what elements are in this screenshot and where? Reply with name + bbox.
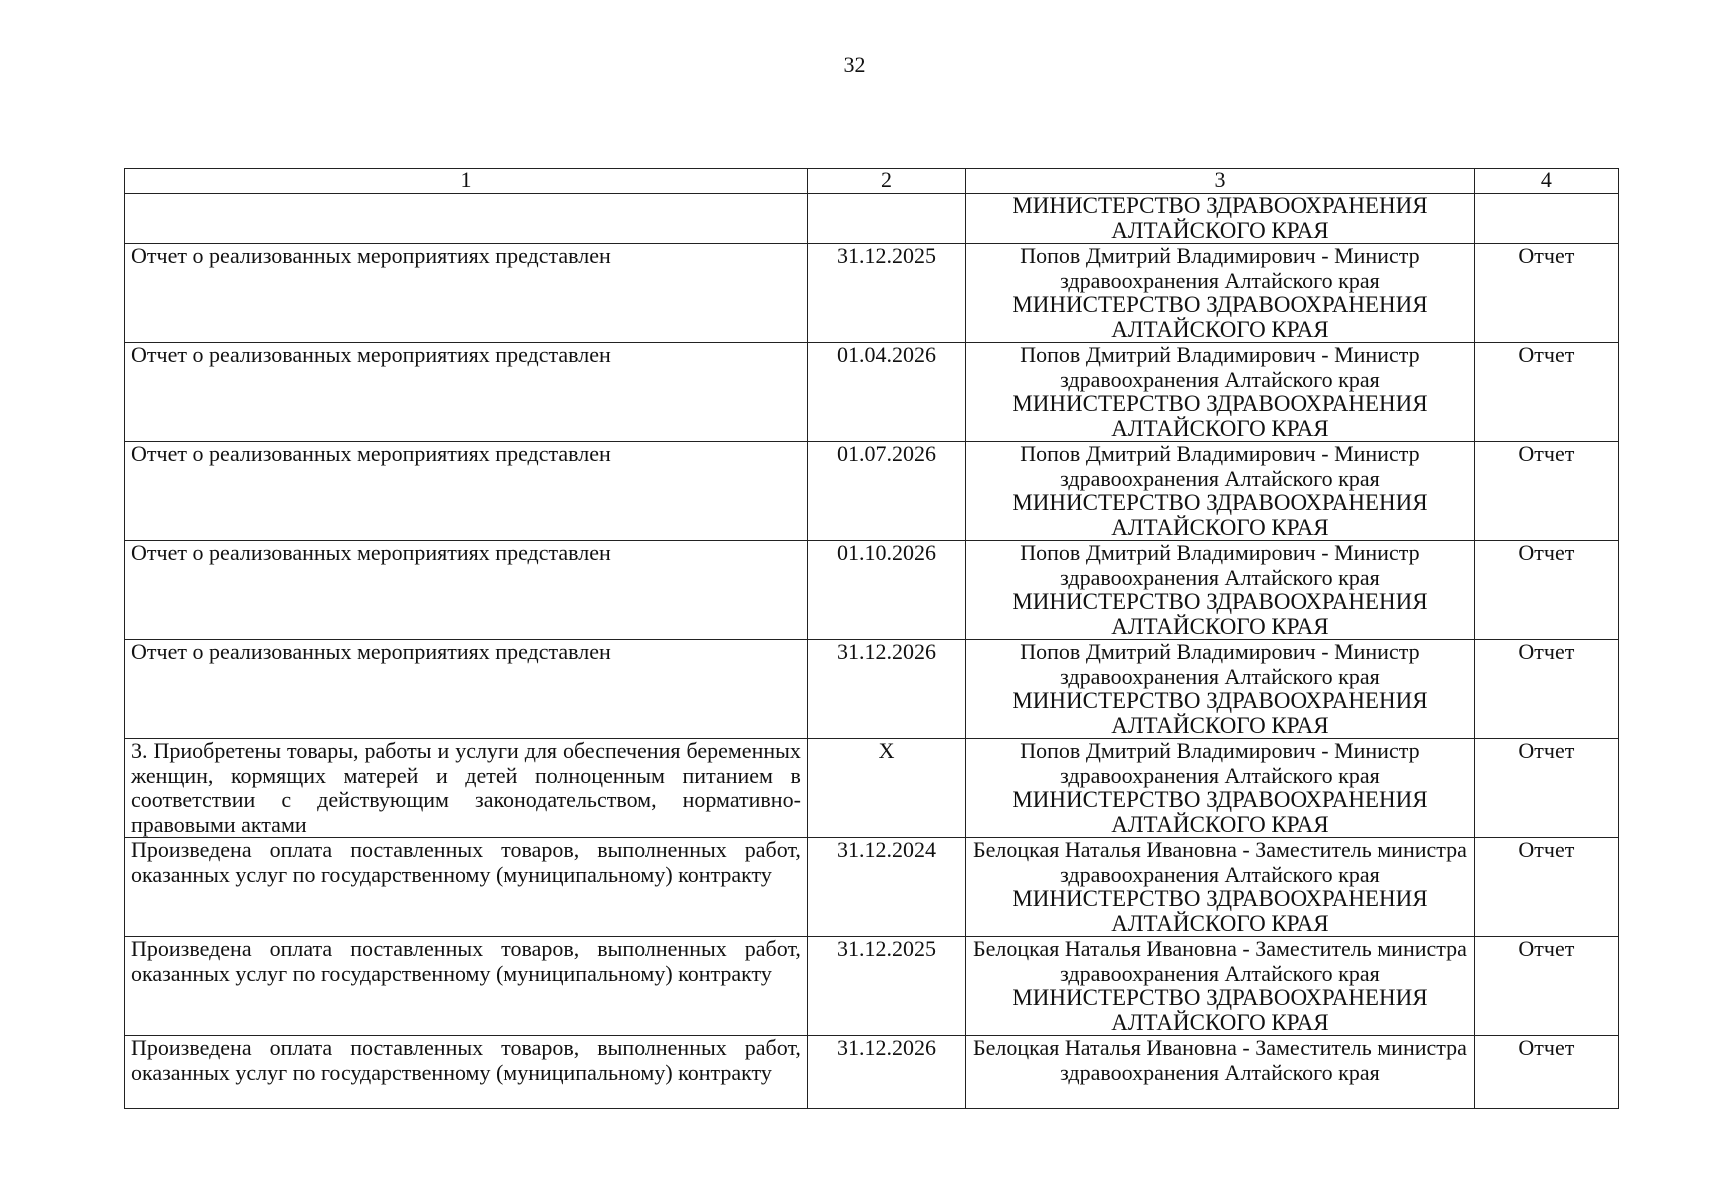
responsible-person: Попов Дмитрий Владимирович - Министр здравоохранения Алтайского края xyxy=(1020,738,1420,788)
header-col-1: 1 xyxy=(125,169,808,194)
date-cell: 31.12.2026 xyxy=(807,640,965,739)
table-row xyxy=(125,937,1619,1036)
table-row xyxy=(125,343,1619,442)
responsible-person: Попов Дмитрий Владимирович - Министр здравоохранения Алтайского края xyxy=(1020,540,1420,590)
date-cell xyxy=(807,194,965,244)
responsible-cell xyxy=(966,194,1475,244)
responsible-person: Попов Дмитрий Владимирович - Министр здравоохранения Алтайского края xyxy=(1020,342,1420,392)
org-name: МИНИСТЕРСТВО ЗДРАВООХРАНЕНИЯ АЛТАЙСКОГО КРАЯ xyxy=(1012,292,1428,342)
document-cell: Отчет xyxy=(1474,739,1618,838)
document-cell: Отчет xyxy=(1474,343,1618,442)
responsible-cell xyxy=(966,244,1475,343)
responsible-person: Белоцкая Наталья Ивановна - Заместитель министра здравоохранения Алтайского края xyxy=(972,1035,1467,1085)
table-row xyxy=(125,541,1619,640)
header-col-4: 4 xyxy=(1474,169,1618,194)
responsible-cell xyxy=(966,343,1475,442)
org-name: МИНИСТЕРСТВО ЗДРАВООХРАНЕНИЯ АЛТАЙСКОГО КРАЯ xyxy=(1012,886,1428,936)
event-cell: Отчет о реализованных мероприятиях представлен xyxy=(125,343,808,442)
document-cell: Отчет xyxy=(1474,1036,1618,1109)
event-cell: Отчет о реализованных мероприятиях представлен xyxy=(125,244,808,343)
org-name: МИНИСТЕРСТВО ЗДРАВООХРАНЕНИЯ АЛТАЙСКОГО КРАЯ xyxy=(1012,688,1428,738)
document-cell xyxy=(1474,194,1618,244)
document-cell: Отчет xyxy=(1474,937,1618,1036)
responsible-cell xyxy=(966,937,1475,1036)
plan-table xyxy=(124,168,1619,1109)
responsible-person: Белоцкая Наталья Ивановна - Заместитель министра здравоохранения Алтайского края xyxy=(972,936,1467,986)
table-row xyxy=(125,640,1619,739)
document-cell: Отчет xyxy=(1474,640,1618,739)
document-cell: Отчет xyxy=(1474,244,1618,343)
table-row xyxy=(125,838,1619,937)
date-cell: X xyxy=(807,739,965,838)
event-cell: 3. Приобретены товары, работы и услуги для обеспечения беременных женщин, кормящих матерей и детей полноценным питанием в соответствии с действующим законодательством, нормативно-правовыми актами xyxy=(125,739,808,838)
date-cell: 01.07.2026 xyxy=(807,442,965,541)
document-cell: Отчет xyxy=(1474,541,1618,640)
event-cell: Произведена оплата поставленных товаров, выполненных работ, оказанных услуг по государственному (муниципальному) контракту xyxy=(125,1036,808,1109)
table-row xyxy=(125,442,1619,541)
table-row xyxy=(125,194,1619,244)
responsible-person: Попов Дмитрий Владимирович - Министр здравоохранения Алтайского края xyxy=(1020,639,1420,689)
event-cell: Отчет о реализованных мероприятиях представлен xyxy=(125,442,808,541)
table-row xyxy=(125,244,1619,343)
responsible-cell xyxy=(966,739,1475,838)
org-name: МИНИСТЕРСТВО ЗДРАВООХРАНЕНИЯ АЛТАЙСКОГО КРАЯ xyxy=(1012,589,1428,639)
date-cell: 31.12.2025 xyxy=(807,244,965,343)
responsible-person: Попов Дмитрий Владимирович - Министр здравоохранения Алтайского края xyxy=(1020,441,1420,491)
table-row xyxy=(125,739,1619,838)
responsible-person: Попов Дмитрий Владимирович - Министр здравоохранения Алтайского края xyxy=(1020,243,1420,293)
responsible-cell xyxy=(966,838,1475,937)
header-col-3: 3 xyxy=(966,169,1475,194)
responsible-person: Белоцкая Наталья Ивановна - Заместитель министра здравоохранения Алтайского края xyxy=(972,837,1467,887)
date-cell: 31.12.2026 xyxy=(807,1036,965,1109)
event-cell: Отчет о реализованных мероприятиях представлен xyxy=(125,541,808,640)
org-name: МИНИСТЕРСТВО ЗДРАВООХРАНЕНИЯ АЛТАЙСКОГО КРАЯ xyxy=(1012,787,1428,837)
responsible-cell xyxy=(966,1036,1475,1109)
org-name: МИНИСТЕРСТВО ЗДРАВООХРАНЕНИЯ АЛТАЙСКОГО КРАЯ xyxy=(1012,391,1428,441)
date-cell: 01.10.2026 xyxy=(807,541,965,640)
header-row xyxy=(125,169,1619,194)
date-cell: 01.04.2026 xyxy=(807,343,965,442)
event-cell: Произведена оплата поставленных товаров, выполненных работ, оказанных услуг по государственному (муниципальному) контракту xyxy=(125,937,808,1036)
page-number: 32 xyxy=(843,52,866,77)
event-cell: Произведена оплата поставленных товаров, выполненных работ, оказанных услуг по государственному (муниципальному) контракту xyxy=(125,838,808,937)
date-cell: 31.12.2024 xyxy=(807,838,965,937)
document-cell: Отчет xyxy=(1474,838,1618,937)
responsible-cell xyxy=(966,640,1475,739)
document-cell: Отчет xyxy=(1474,442,1618,541)
responsible-cell xyxy=(966,541,1475,640)
table-row xyxy=(125,1036,1619,1109)
org-name: МИНИСТЕРСТВО ЗДРАВООХРАНЕНИЯ АЛТАЙСКОГО КРАЯ xyxy=(1012,985,1428,1035)
event-cell: Отчет о реализованных мероприятиях представлен xyxy=(125,640,808,739)
org-name: МИНИСТЕРСТВО ЗДРАВООХРАНЕНИЯ АЛТАЙСКОГО КРАЯ xyxy=(1012,490,1428,540)
responsible-cell xyxy=(966,442,1475,541)
event-cell xyxy=(125,194,808,244)
date-cell: 31.12.2025 xyxy=(807,937,965,1036)
org-name: МИНИСТЕРСТВО ЗДРАВООХРАНЕНИЯ АЛТАЙСКОГО КРАЯ xyxy=(1012,193,1428,243)
header-col-2: 2 xyxy=(807,169,965,194)
